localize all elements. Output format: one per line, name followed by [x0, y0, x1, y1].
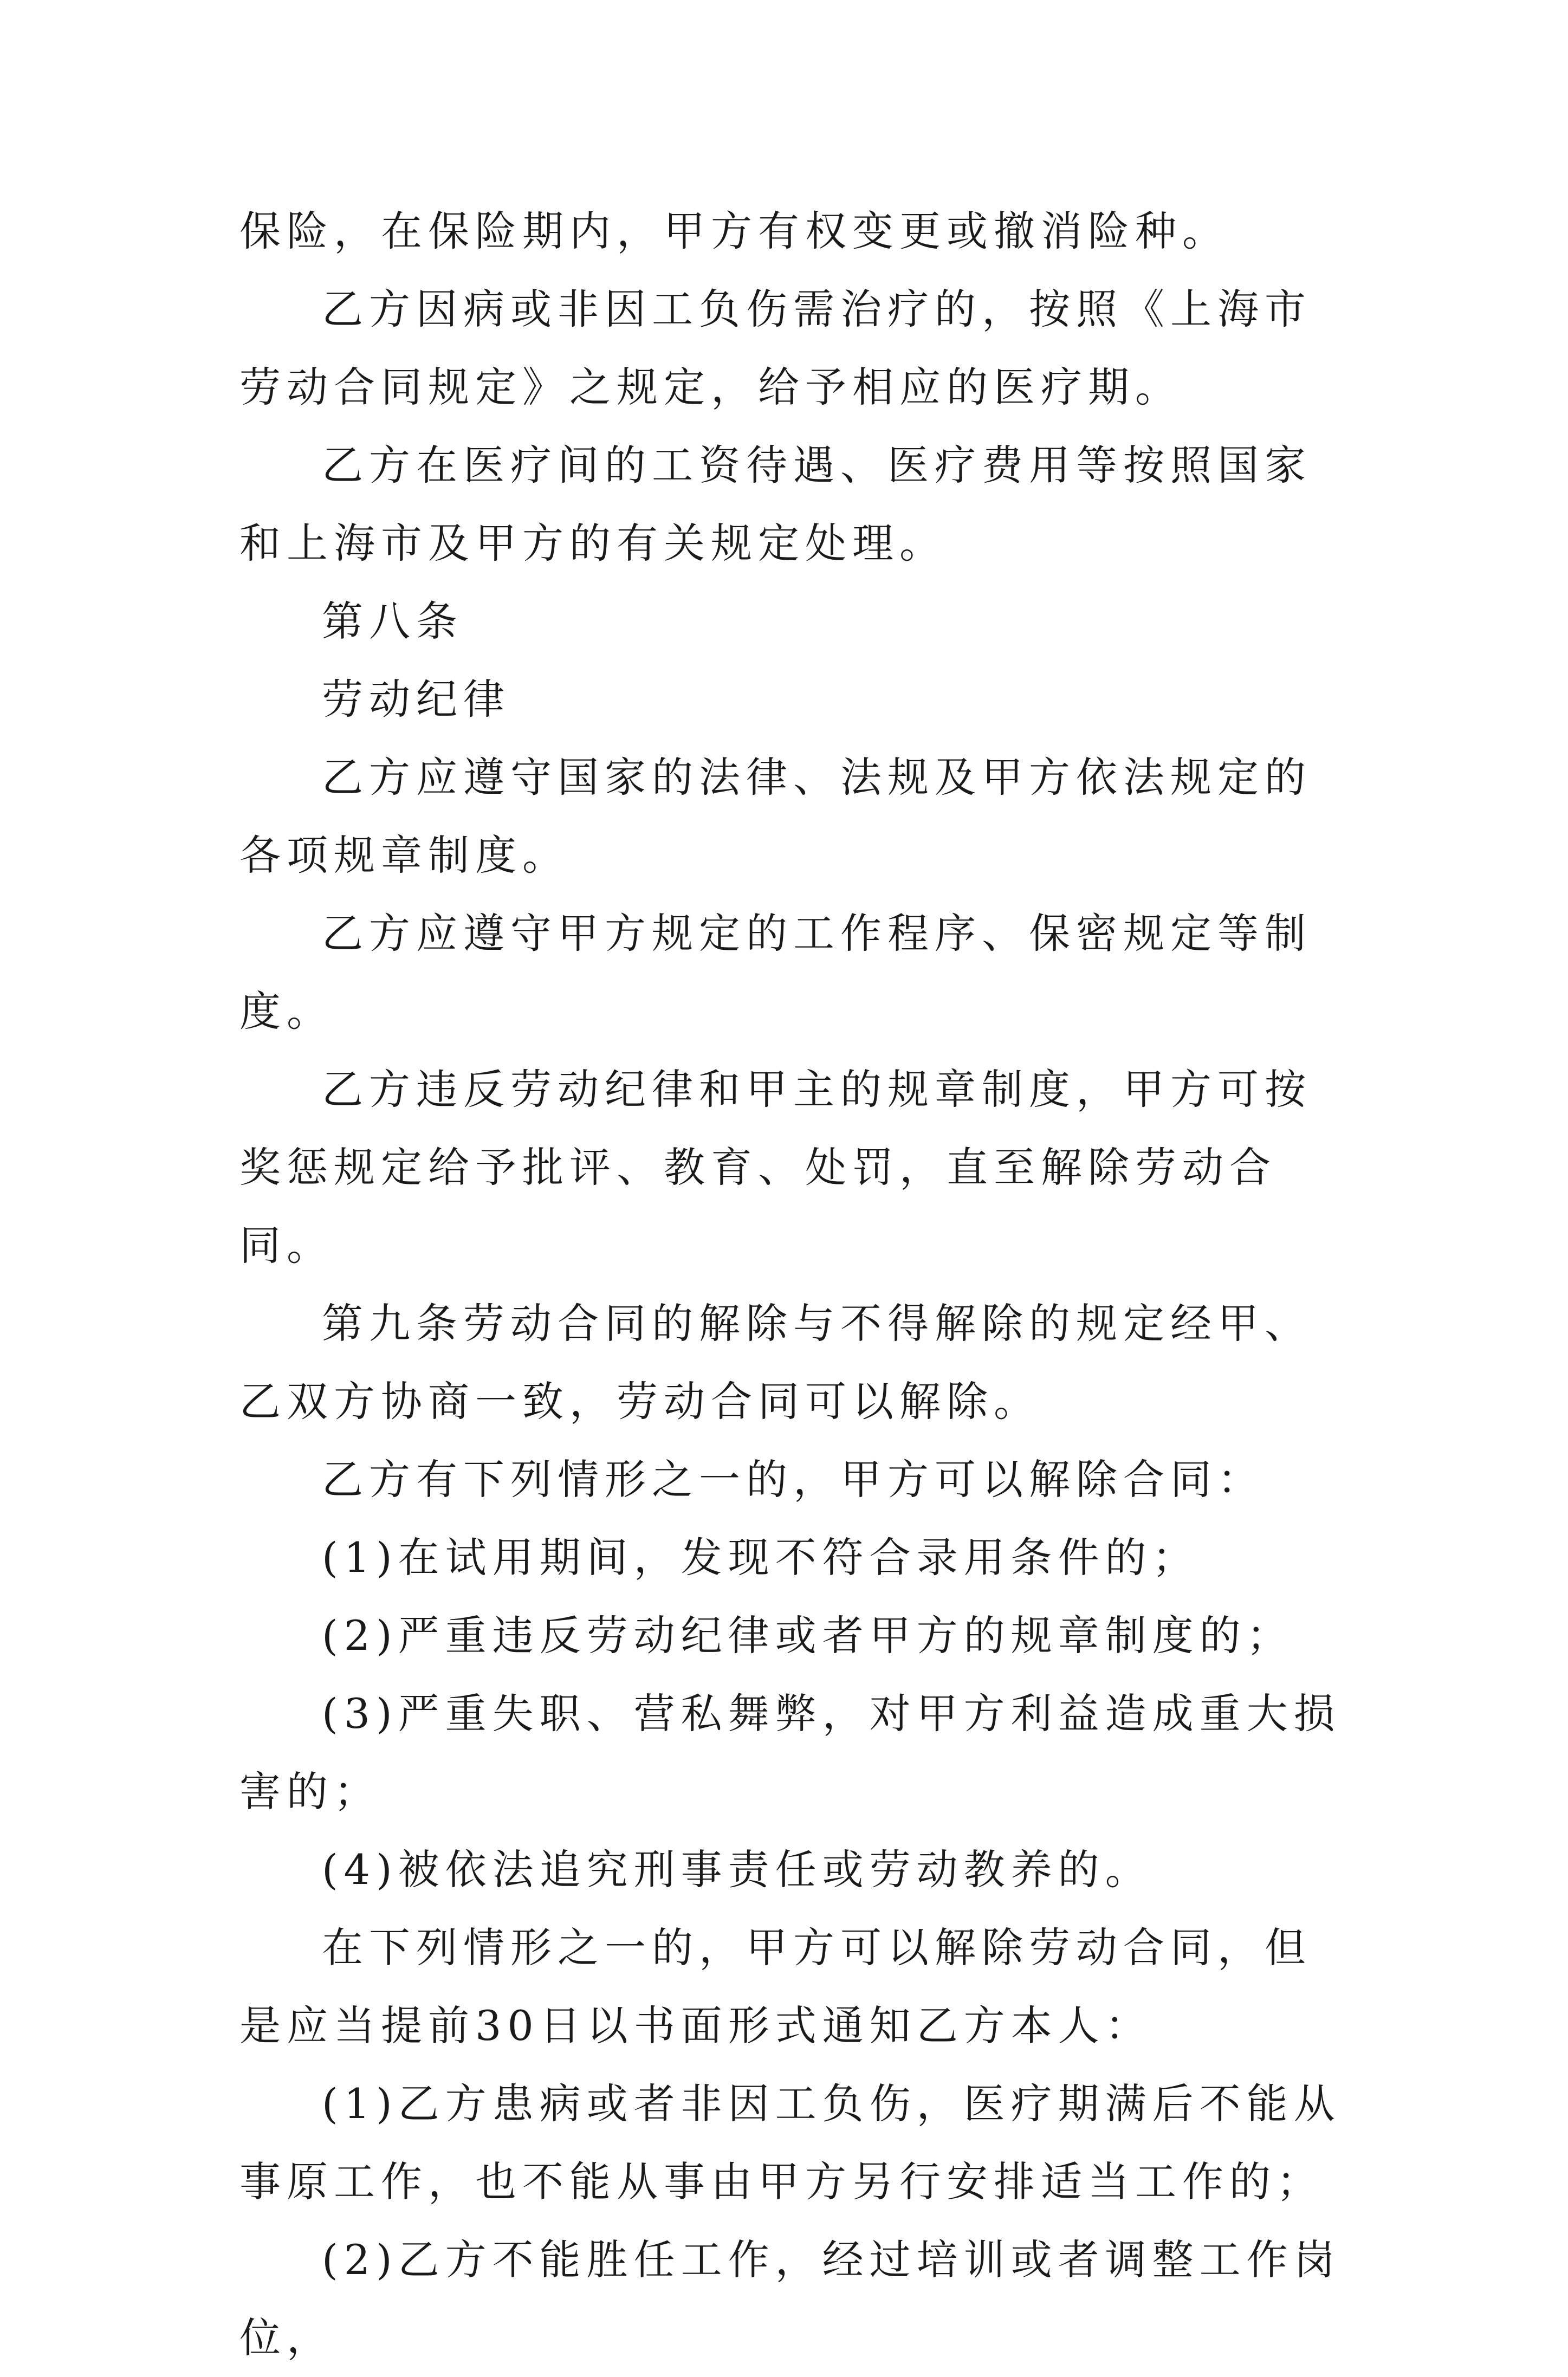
article-9-termination: 第九条劳动合同的解除与不得解除的规定经甲、乙双方协商一致，劳动合同可以解除。	[239, 1299, 1312, 1426]
paragraph-work-procedures: 乙方应遵守甲方规定的工作程序、保密规定等制度。	[239, 909, 1312, 1035]
paragraph-insurance-continuation: 保险，在保险期内，甲方有权变更或撤消险种。	[239, 207, 1229, 255]
article-8-heading: 第八条	[322, 597, 463, 645]
paragraph-medical-period: 乙方因病或非因工负伤需治疗的，按照《上海市劳动合同规定》之规定，给予相应的医疗期。	[239, 285, 1312, 411]
document-body	[239, 192, 1356, 2377]
paragraph-discipline-violation: 乙方违反劳动纪律和甲主的规章制度，甲方可按奖惩规定给予批评、教育、处罚，直至解除劳动合同。	[239, 1065, 1312, 1270]
paragraph-notice-termination: 在下列情形之一的，甲方可以解除劳动合同，但是应当提前30日以书面形式通知乙方本人：	[239, 1923, 1312, 2050]
list-item-3: (3)严重失职、营私舞弊，对甲方利益造成重大损害的；	[239, 1689, 1341, 1816]
list-item-4: (4)被依法追究刑事责任或劳动教养的。	[322, 1845, 1152, 1894]
list-item-1: (1)在试用期间，发现不符合录用条件的；	[322, 1533, 1200, 1582]
notice-list-item-2: (2)乙方不能胜任工作，经过培训或者调整工作岗位，	[239, 2236, 1341, 2362]
list-item-2: (2)严重违反劳动纪律或者甲方的规章制度的；	[322, 1611, 1294, 1660]
article-8-title: 劳动纪律	[322, 675, 510, 723]
paragraph-medical-treatment: 乙方在医疗间的工资待遇、医疗费用等按照国家和上海市及甲方的有关规定处理。	[239, 441, 1312, 567]
paragraph-termination-conditions: 乙方有下列情形之一的，甲方可以解除合同：	[322, 1455, 1265, 1504]
notice-list-item-1: (1)乙方患病或者非因工负伤，医疗期满后不能从事原工作，也不能从事由甲方另行安排适当工作的；	[239, 2080, 1341, 2206]
paragraph-obey-laws: 乙方应遵守国家的法律、法规及甲方依法规定的各项规章制度。	[239, 753, 1312, 879]
